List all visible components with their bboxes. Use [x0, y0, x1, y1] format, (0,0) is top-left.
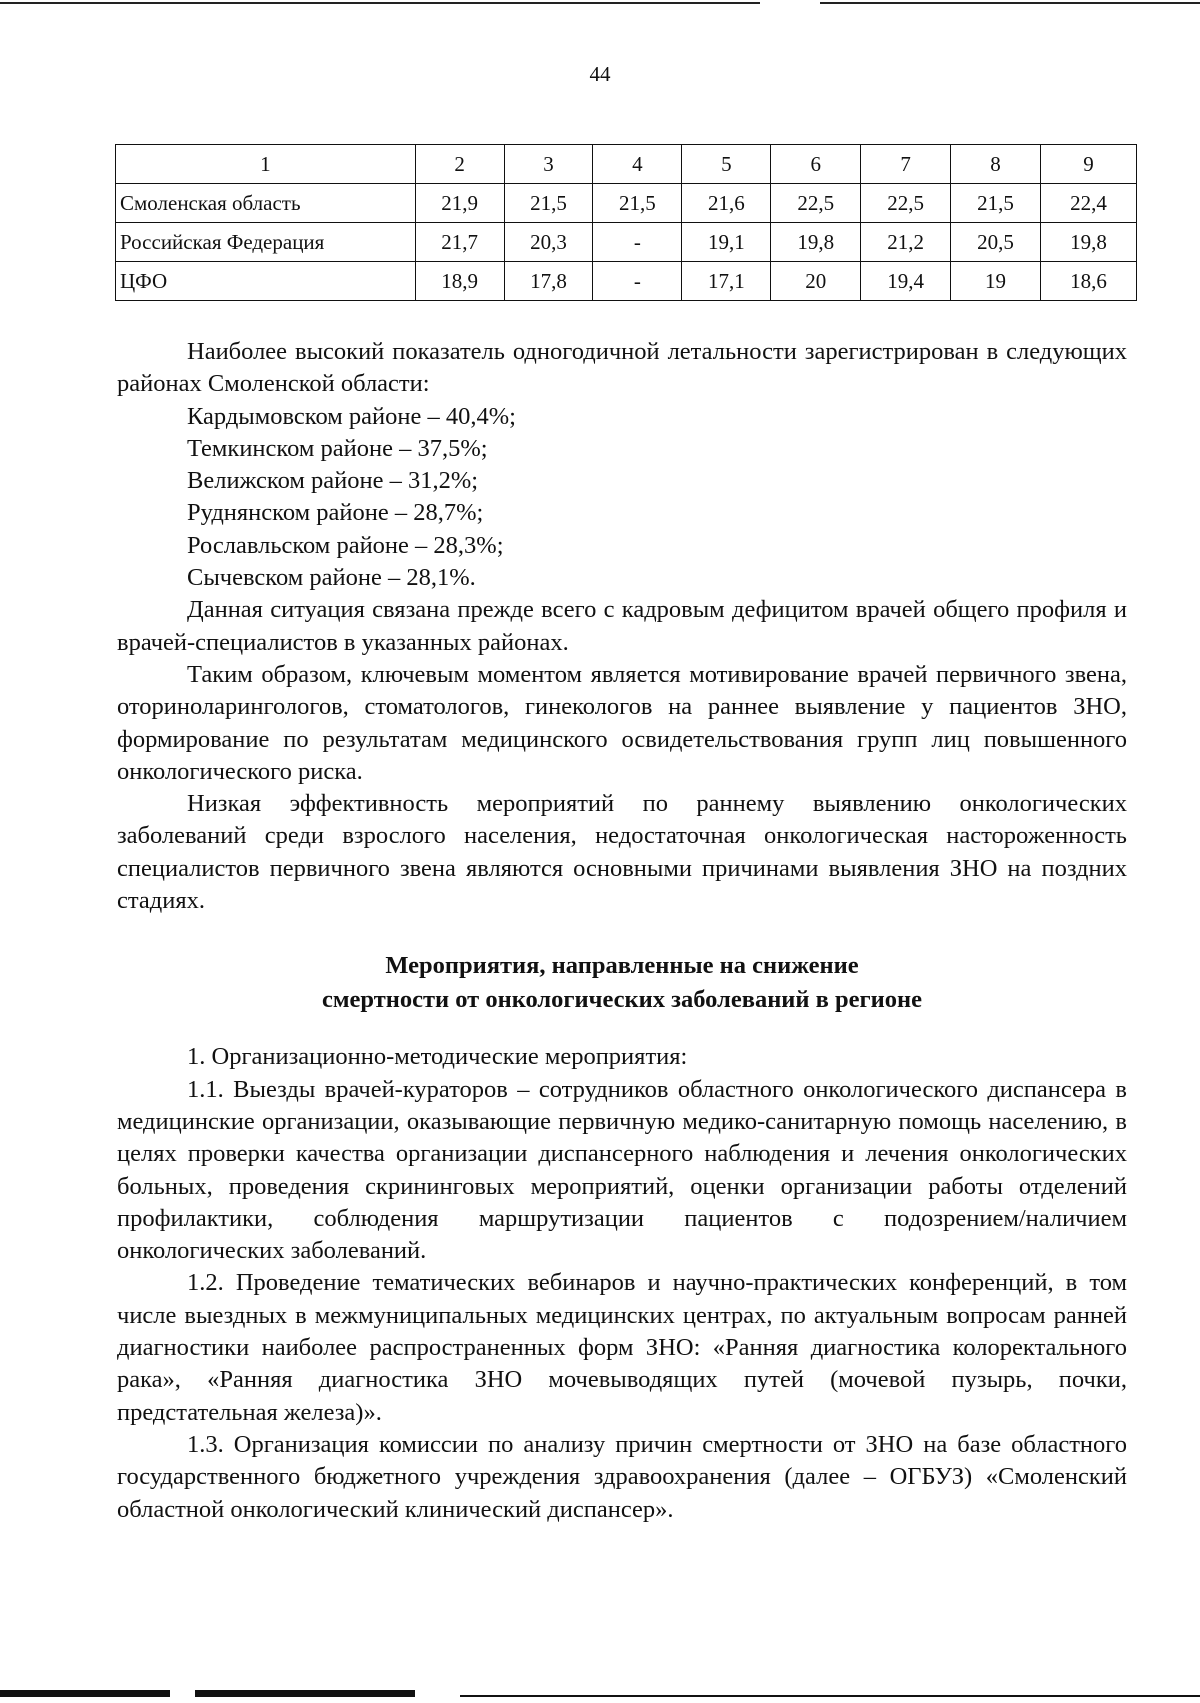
table-cell: 22,4 [1041, 184, 1137, 223]
table-row [116, 184, 1137, 223]
scan-edge-top [0, 0, 1200, 8]
page-number: 44 [589, 62, 611, 86]
table-header-cell: 4 [593, 145, 682, 184]
table-cell: 22,5 [861, 184, 951, 223]
table-header-cell: 6 [771, 145, 861, 184]
scan-edge-bottom [0, 1681, 1200, 1703]
table-header-row [116, 145, 1137, 184]
table-cell: 21,6 [682, 184, 771, 223]
list-item-1-3: 1.3. Организация комиссии по анализу причин смертности от ЗНО на базе областного государственного бюджетного учреждения здравоохранения (далее – ОГБУЗ) «Смоленский областной онкологический клинический диспансер». [117, 1430, 1127, 1523]
table-cell: 21,5 [951, 184, 1041, 223]
table-cell: 21,5 [593, 184, 682, 223]
spacer [117, 917, 1127, 949]
table-cell: 21,9 [415, 184, 504, 223]
table-cell: 18,9 [415, 262, 504, 301]
document-body [117, 336, 1127, 1526]
table-header-cell: 8 [951, 145, 1041, 184]
paragraph-key-point: Таким образом, ключевым моментом является мотивирование врачей первичного звена, оториноларингологов, стоматологов, гинекологов на раннее выявление у пациентов ЗНО, формирование по результатам медицинского освидетельствования групп лиц повышенного онкологического риска. [117, 660, 1127, 785]
table-row [116, 262, 1137, 301]
section-heading-line-2: смертности от онкологических заболеваний в регионе [321, 986, 923, 1014]
table-header-cell: 7 [861, 145, 951, 184]
paragraph-intro: Наиболее высокий показатель одногодичной летальности зарегистрирован в следующих районах Смоленской области: [117, 338, 1127, 398]
table-cell-region: ЦФО [116, 262, 416, 301]
list-item-1: 1. Организационно-методические мероприятия: [187, 1043, 688, 1071]
table-cell-region: Российская Федерация [116, 223, 416, 262]
table-cell: 20,5 [951, 223, 1041, 262]
list-item: Велижском районе – 31,2%; [187, 467, 479, 495]
table-cell: 19,4 [861, 262, 951, 301]
section-heading-line-1: Мероприятия, направленные на снижение [385, 952, 859, 980]
table-cell: 22,5 [771, 184, 861, 223]
table-cell: 21,5 [504, 184, 593, 223]
table-cell: 21,2 [861, 223, 951, 262]
list-item: Руднянском районе – 28,7%; [187, 499, 484, 527]
list-item-1-2: 1.2. Проведение тематических вебинаров и научно-практических конференций, в том числе выездных в межмуниципальных медицинских центрах, по актуальным вопросам ранней диагностики наиболее распространенных форм ЗНО: «Ранняя диагностика колоректального рака», «Ранняя диагностика ЗНО мочевыводящих путей (мочевой пузырь, почки, предстательная железа)». [117, 1269, 1127, 1426]
list-item: Кардымовском районе – 40,4%; [187, 402, 516, 430]
table-cell: 17,1 [682, 262, 771, 301]
paragraph-situation: Данная ситуация связана прежде всего с кадровым дефицитом врачей общего профиля и врачей-специалистов в указанных районах. [117, 596, 1127, 656]
table-cell: 18,6 [1041, 262, 1137, 301]
table-cell: 19,8 [1041, 223, 1137, 262]
table-row [116, 223, 1137, 262]
table-header-cell: 2 [415, 145, 504, 184]
table-cell: 17,8 [504, 262, 593, 301]
table-cell: 19,1 [682, 223, 771, 262]
list-item: Рославльском районе – 28,3%; [187, 531, 504, 559]
table-cell-region: Смоленская область [116, 184, 416, 223]
paragraph-low-efficiency: Низкая эффективность мероприятий по раннему выявлению онкологических заболеваний среди взрослого населения, недостаточная онкологическая настороженность специалистов первичного звена являются основными причинами выявления ЗНО на поздних стадиях. [117, 790, 1127, 915]
statistics-table [115, 144, 1137, 301]
list-item: Темкинском районе – 37,5%; [187, 434, 488, 462]
table-cell: 20,3 [504, 223, 593, 262]
table-header-cell: 3 [504, 145, 593, 184]
table-cell: - [593, 223, 682, 262]
spacer [117, 1017, 1127, 1041]
table-cell: 19,8 [771, 223, 861, 262]
list-item-1-1: 1.1. Выезды врачей-кураторов – сотрудников областного онкологического диспансера в медицинские организации, оказывающие первичную медико-санитарную помощь населению, в целях проверки качества организации диспансерного наблюдения и лечения онкологических больных, проведения скрининговых мероприятий, оценки организации работы отделений профилактики, соблюдения маршрутизации пациентов с подозрением/наличием онкологических заболеваний. [117, 1075, 1127, 1265]
table-cell: 19 [951, 262, 1041, 301]
table-cell: - [593, 262, 682, 301]
table-header-cell: 1 [116, 145, 416, 184]
table-header-cell: 9 [1041, 145, 1137, 184]
list-item: Сычевском районе – 28,1%. [187, 564, 476, 592]
table-cell: 21,7 [415, 223, 504, 262]
table-cell: 20 [771, 262, 861, 301]
table-header-cell: 5 [682, 145, 771, 184]
